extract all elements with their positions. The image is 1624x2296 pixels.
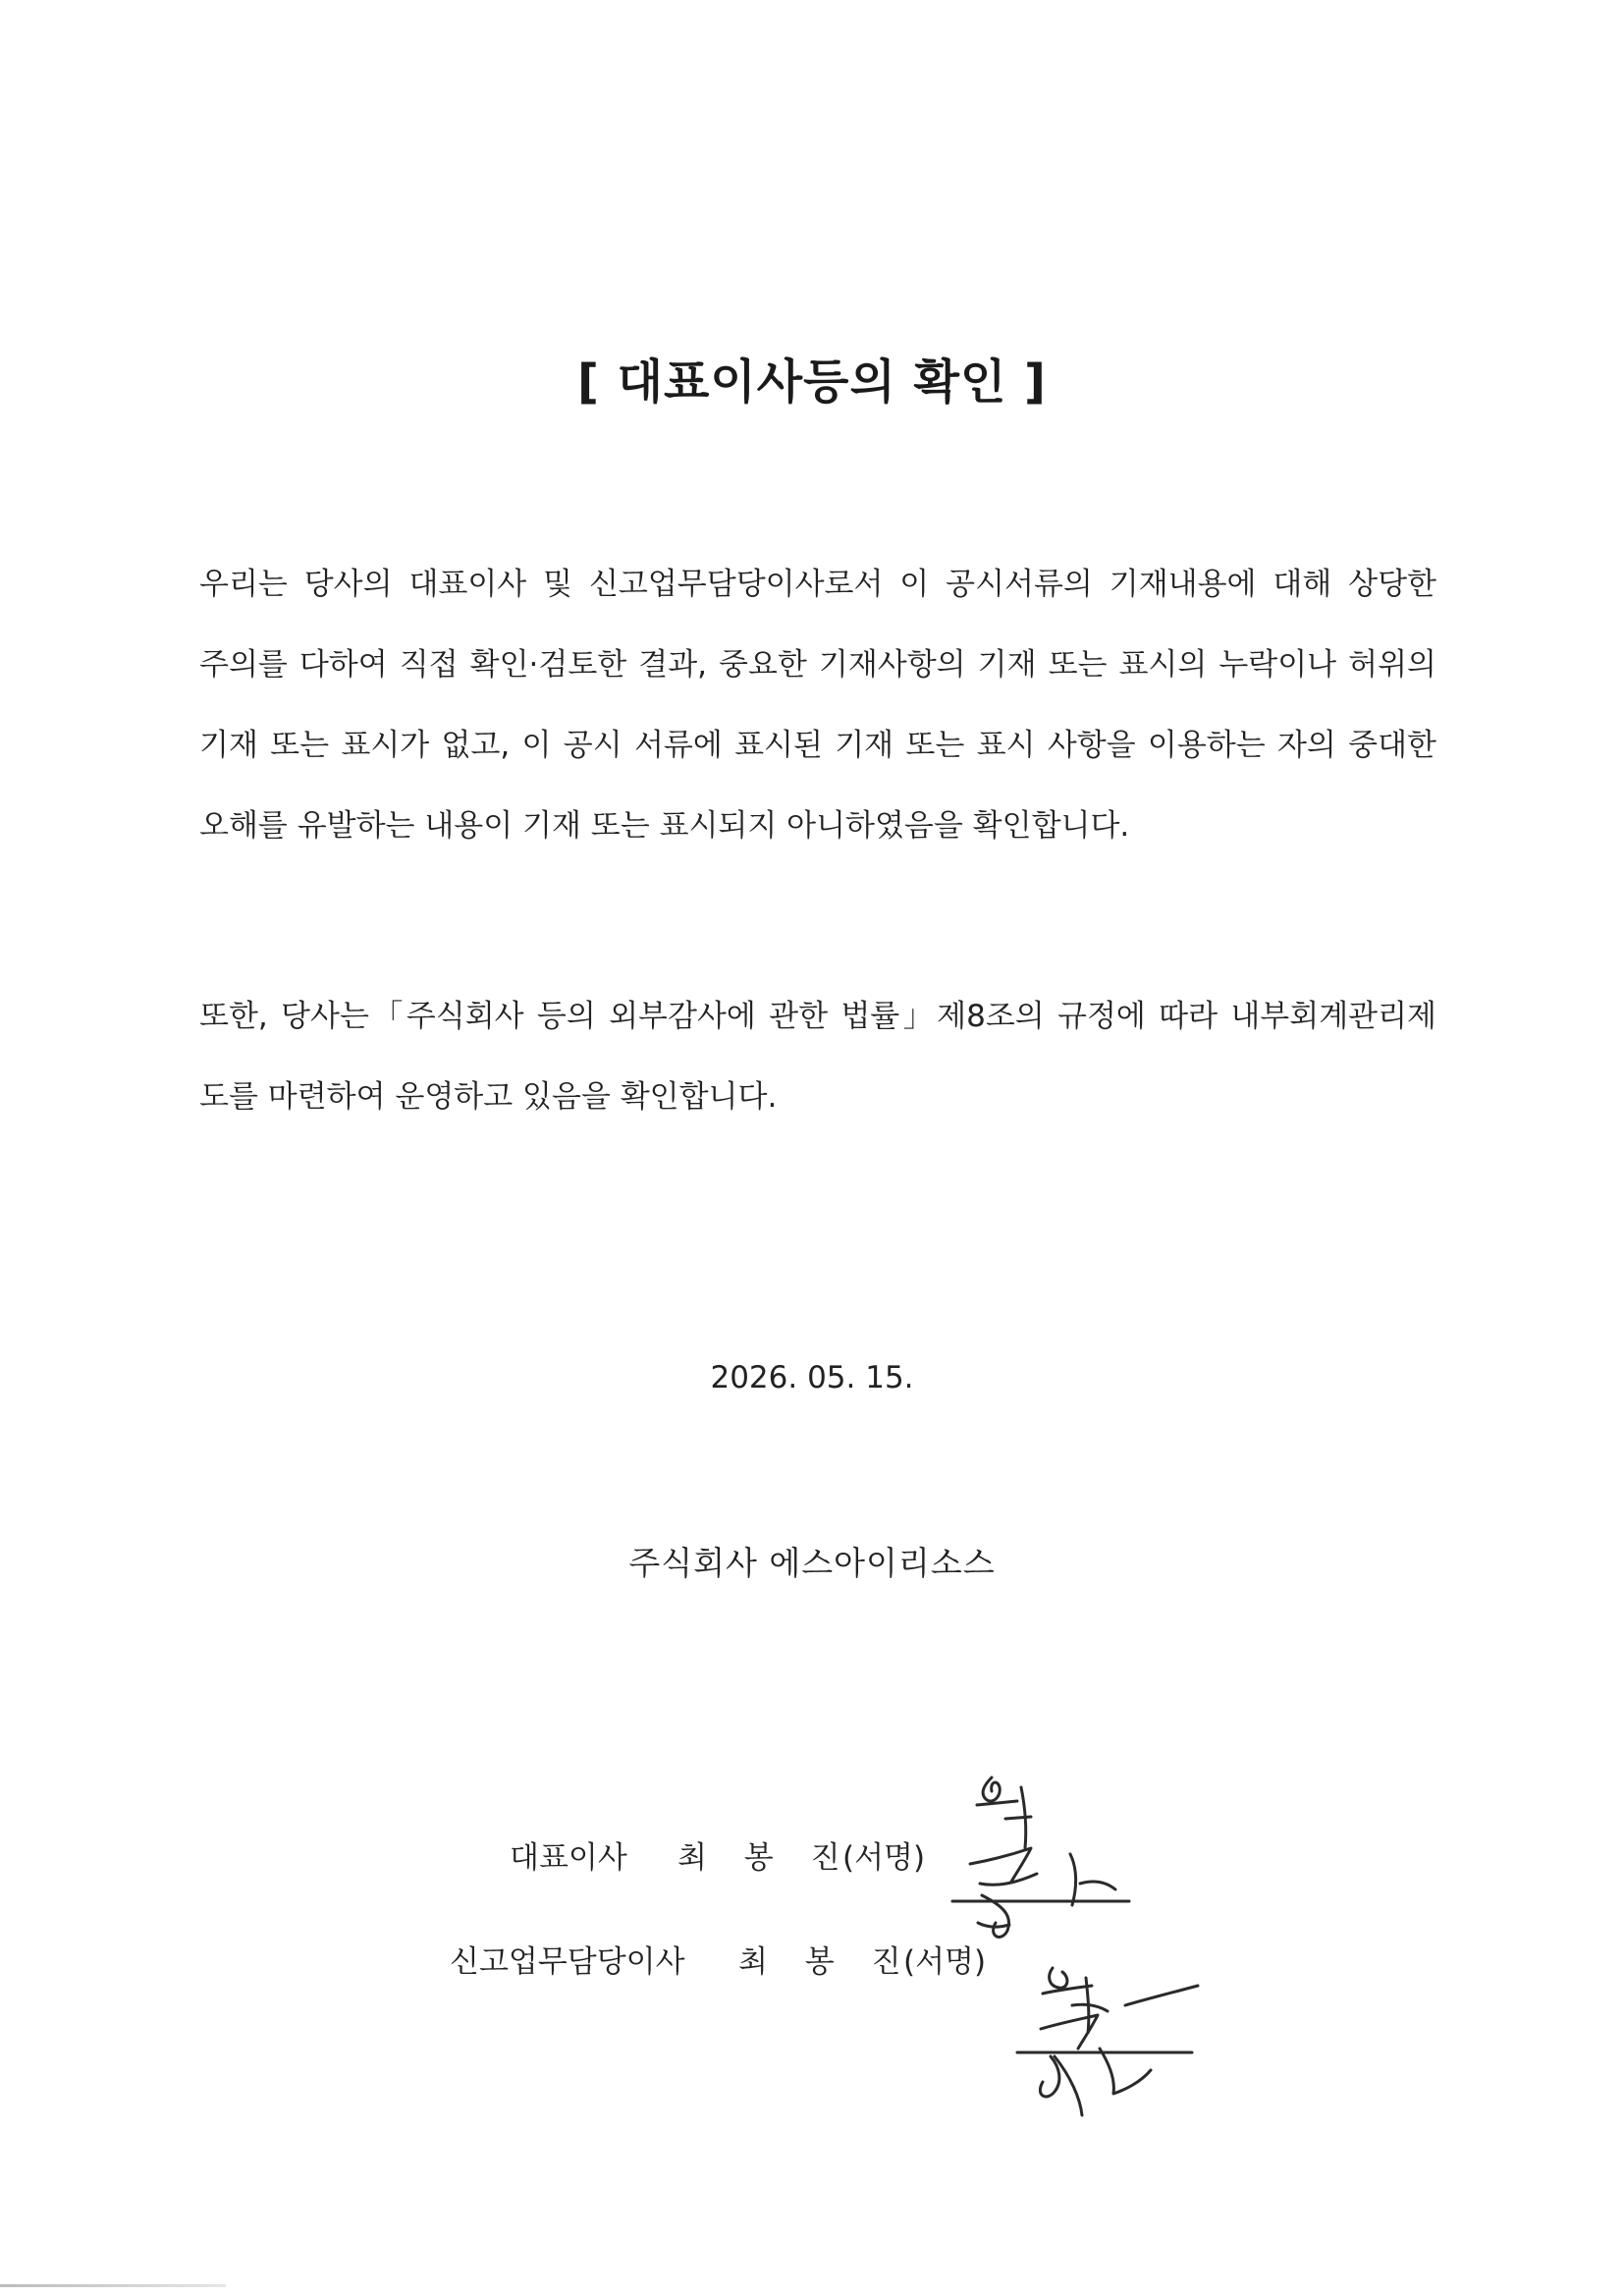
scan-edge-line [0, 2284, 226, 2287]
paragraph-line: 우리는 당사의 대표이사 및 신고업무담당이사로서 이 공시서류의 기재내용에 대해 상당한 [199, 567, 1436, 602]
signature-label: (서명) [903, 1944, 987, 1980]
paragraph-line: 오해를 유발하는 내용이 기재 또는 표시되지 아니하였음을 확인합니다. [199, 808, 1130, 844]
signatory-role: 대표이사 [510, 1840, 627, 1876]
internal-control-paragraph [199, 976, 1436, 1137]
confirmation-paragraph [199, 544, 1436, 866]
paragraph-line: 도를 마련하여 운영하고 있음을 확인합니다. [199, 1079, 778, 1115]
signature-label: (서명) [842, 1840, 926, 1876]
handwritten-signature [923, 1758, 1257, 2131]
signatory-name: 최 봉 진 [677, 1840, 854, 1876]
paragraph-line: 기재 또는 표시가 없고, 이 공시 서류에 표시된 기재 또는 표시 사항을 이용하는 자의 중대한 [199, 728, 1436, 763]
company-name: 주식회사 에스아이리소스 [628, 1544, 996, 1582]
paragraph-line: 또한, 당사는「주식회사 등의 외부감사에 관한 법률」제8조의 규정에 따라 내부회계관리제 [199, 999, 1436, 1034]
page-title: [ 대표이사등의 확인 ] [577, 355, 1047, 410]
signatory-name: 최 봉 진 [738, 1944, 915, 1980]
document-date: 2026. 05. 15. [710, 1360, 914, 1395]
paragraph-line: 주의를 다하여 직접 확인·검토한 결과, 중요한 기재사항의 기재 또는 표시의 누락이나 허위의 [199, 647, 1436, 683]
signatory-role: 신고업무담당이사 [450, 1944, 685, 1980]
